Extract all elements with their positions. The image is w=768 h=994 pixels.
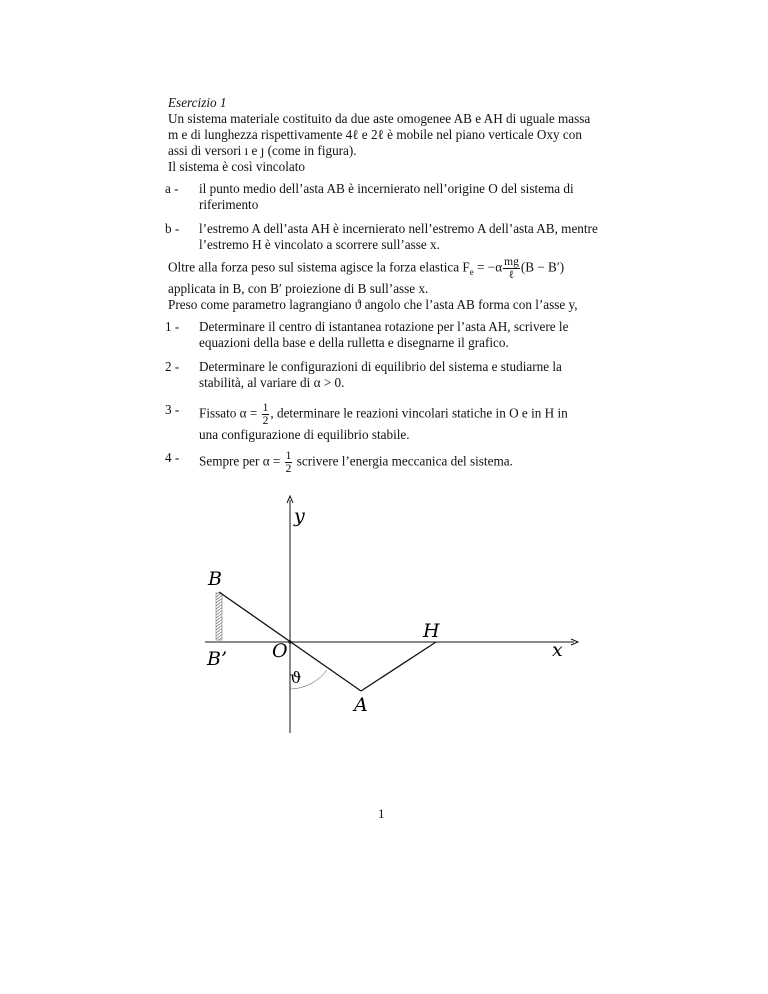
question-post: , determinare le reazioni vincolari statiche in O e in H in xyxy=(270,405,568,421)
exercise-title: Esercizio 1 xyxy=(168,95,227,110)
intro-line: Il sistema è così vincolato xyxy=(168,159,305,174)
force-text: Oltre alla forza peso sul sistema agisce la forza elastica F xyxy=(168,259,470,275)
question-text: Determinare le configurazioni di equilibrio del sistema e studiarne la xyxy=(199,359,562,374)
label-O: O xyxy=(272,640,288,662)
label-y: y xyxy=(294,505,305,527)
fraction-denominator: ℓ xyxy=(508,269,515,281)
constraint-text: il punto medio dell’asta AB è incernierato nell’origine O del sistema di xyxy=(199,181,574,196)
label-B: B xyxy=(208,568,222,590)
question-text: equazioni della base e della rulletta e disegnarne il grafico. xyxy=(199,335,509,350)
intro-line: m e di lunghezza rispettivamente 4ℓ e 2ℓ è mobile nel piano verticale Oxy con xyxy=(168,127,582,142)
constraint-label: b - xyxy=(165,221,180,236)
question-label: 1 - xyxy=(165,319,180,334)
force-vector: (B − B′) xyxy=(520,259,565,275)
constraint-text: l’estremo H è vincolato a scorrere sull’asse x. xyxy=(199,237,440,252)
question-text: stabilità, al variare di α > 0. xyxy=(199,375,345,390)
question-pre: Fissato α = xyxy=(199,405,261,421)
label-H: H xyxy=(423,620,440,642)
label-x: x xyxy=(552,639,563,661)
intro-line: Un sistema materiale costituito da due aste omogenee AB e AH di uguale massa xyxy=(168,111,591,126)
fraction-numerator: mg xyxy=(504,256,519,268)
question-label: 4 - xyxy=(165,450,180,465)
label-Bprime: B’ xyxy=(207,648,228,670)
question-text: Determinare il centro di istantanea rotazione per l’asta AH, scrivere le xyxy=(199,319,569,334)
question-post: scrivere l’energia meccanica del sistema. xyxy=(293,453,513,469)
force-eq: = −α xyxy=(473,259,503,275)
constraint-text: riferimento xyxy=(199,197,259,212)
rod-AH xyxy=(361,642,436,691)
constraint-text: l’estremo A dell’asta AH è incernierato nell’estremo A dell’asta AB, mentre xyxy=(199,221,598,236)
question-pre: Sempre per α = xyxy=(199,453,284,469)
question-text: una configurazione di equilibrio stabile. xyxy=(199,427,410,442)
spring xyxy=(216,593,222,640)
label-theta: ϑ xyxy=(290,668,302,687)
fraction-denominator: 2 xyxy=(285,463,292,475)
fraction-numerator: 1 xyxy=(285,450,292,462)
constraint-label: a - xyxy=(165,181,179,196)
force-line: applicata in B, con B′ proiezione di B sull’asse x. xyxy=(168,281,429,296)
intro-line: assi di versori ı e ȷ (come in figura). xyxy=(168,143,357,158)
hinge-O xyxy=(288,640,291,643)
force-line: Preso come parametro lagrangiano ϑ angolo che l’asta AB forma con l’asse y, xyxy=(168,297,578,312)
fraction-numerator: 1 xyxy=(262,402,269,414)
fraction-denominator: 2 xyxy=(262,415,269,427)
label-A: A xyxy=(354,694,368,716)
page-number: 1 xyxy=(378,806,385,821)
question-label: 3 - xyxy=(165,402,180,417)
question-label: 2 - xyxy=(165,359,180,374)
force-subscript: e xyxy=(469,267,474,278)
